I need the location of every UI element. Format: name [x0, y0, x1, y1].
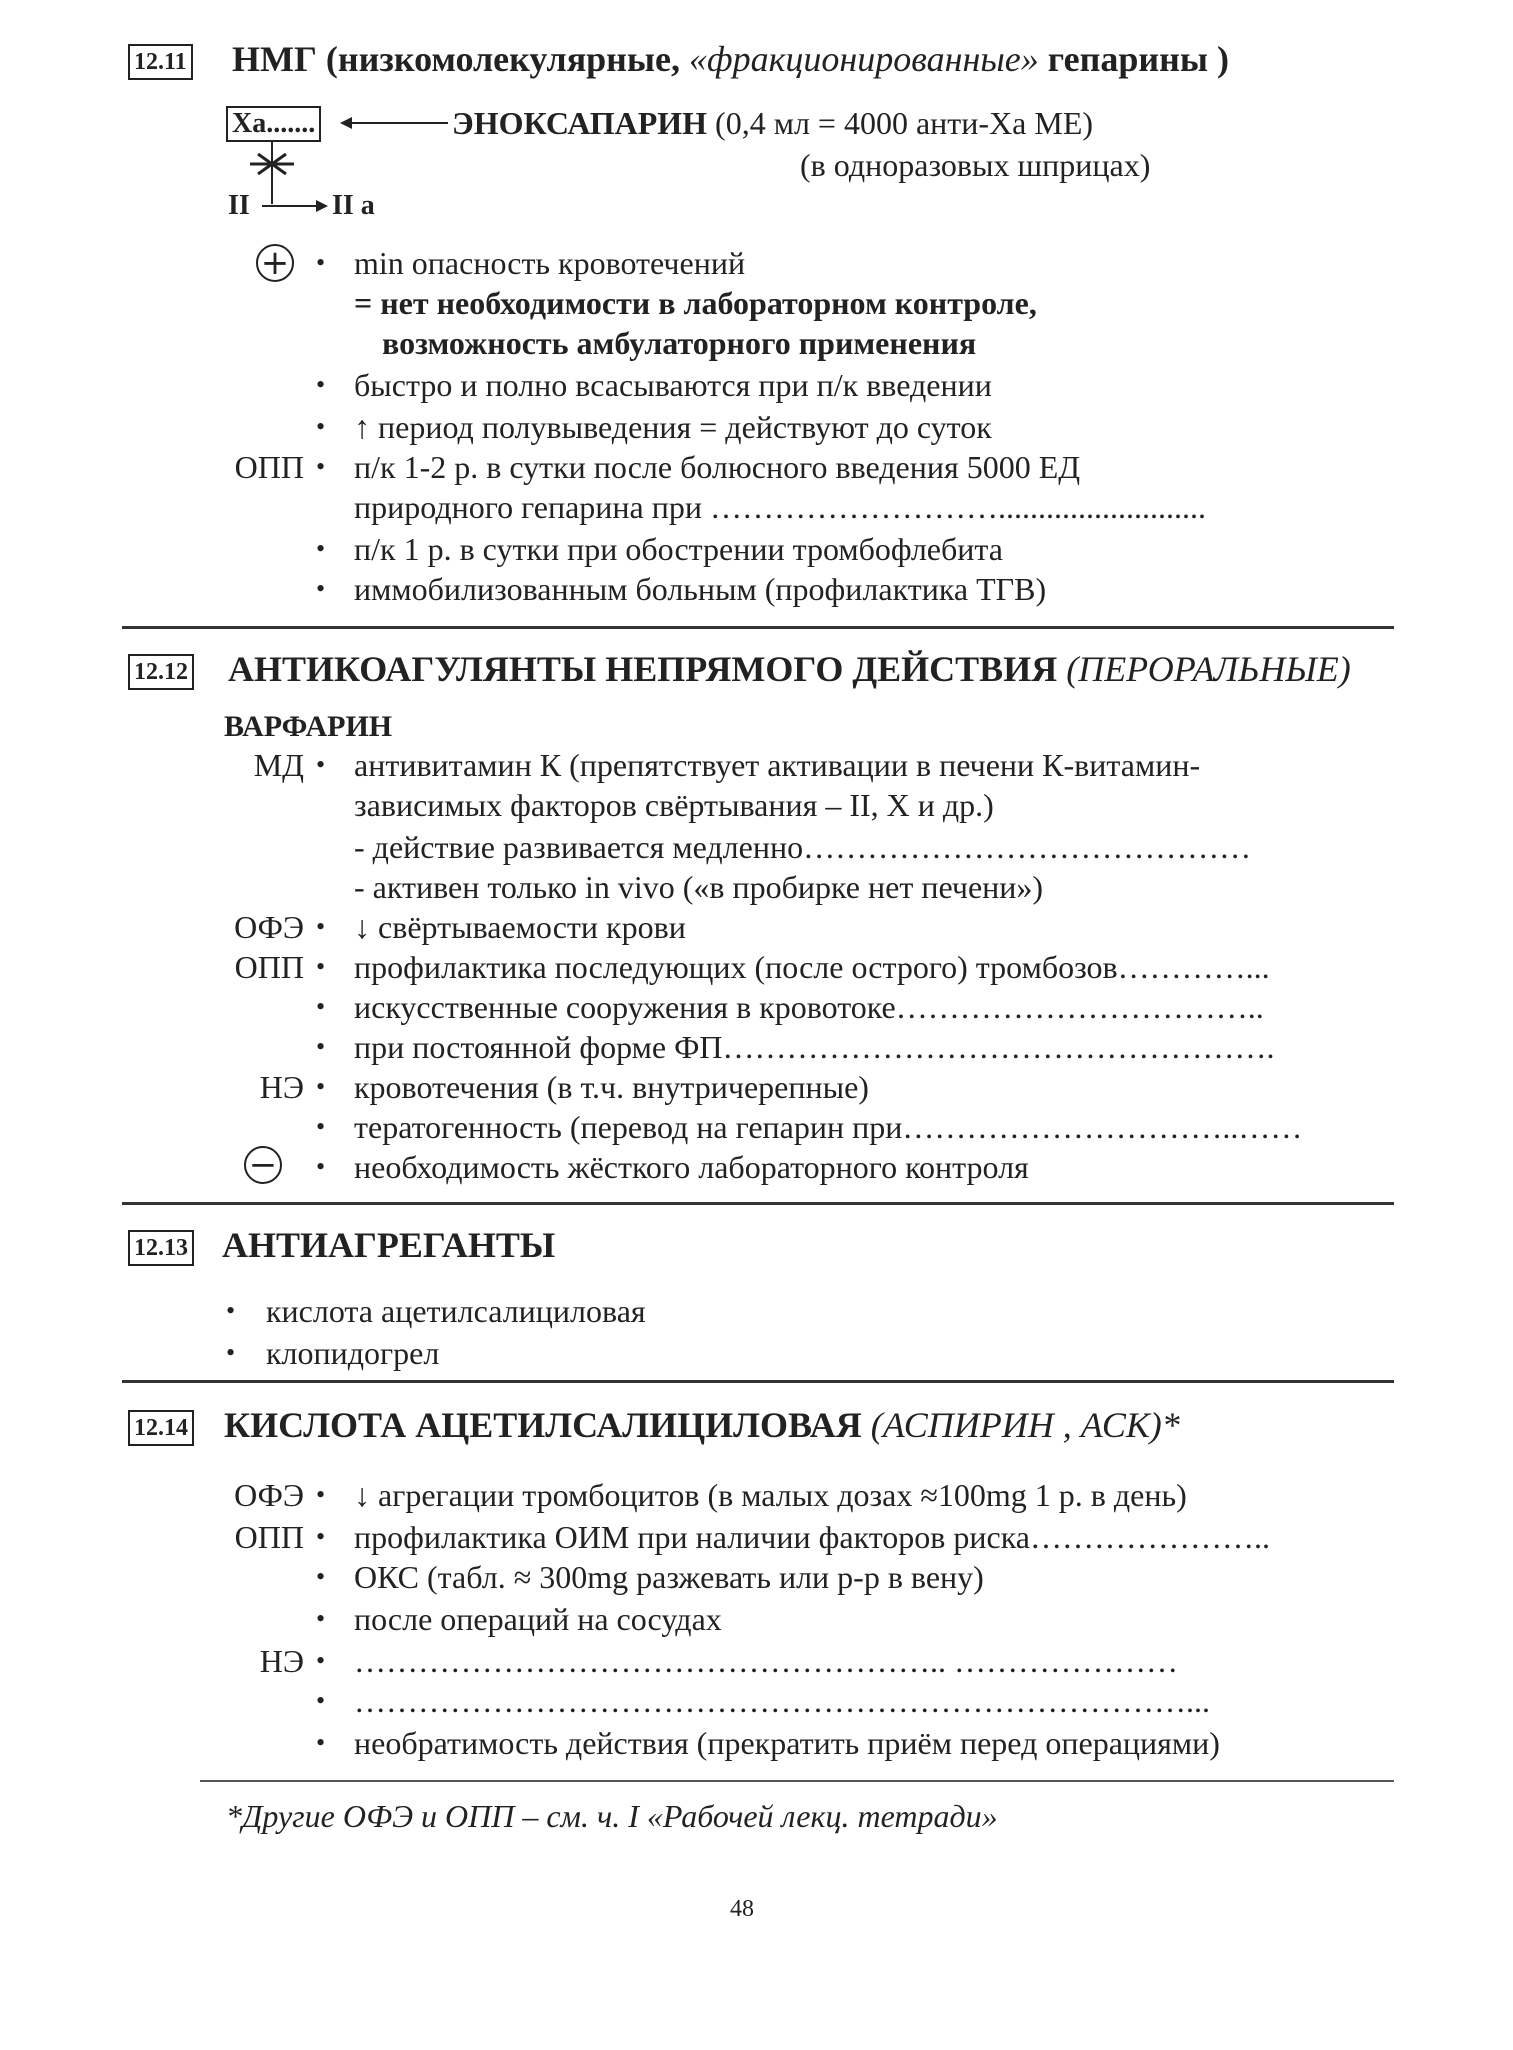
s4-line: ……………………………………………….. …………………: [354, 1643, 1178, 1679]
section-number: 12.12: [128, 654, 194, 690]
s2-line: искусственные сооружения в кровотоке……………………………..: [354, 989, 1264, 1025]
bullet: •: [316, 1562, 326, 1591]
bullet: •: [316, 1522, 326, 1551]
s2-line: необходимость жёсткого лабораторного контроля: [354, 1149, 1029, 1185]
s4-line: необратимость действия (прекратить приём перед операциями): [354, 1725, 1220, 1761]
bullet: •: [316, 952, 326, 981]
bullet: •: [316, 452, 326, 481]
label-md: МД: [253, 747, 304, 783]
bullet: •: [316, 534, 326, 563]
bullet: •: [316, 1480, 326, 1509]
footnote-divider: [200, 1780, 1394, 1782]
bullet: •: [316, 370, 326, 399]
divider: [122, 1202, 1394, 1205]
s1-line: = нет необходимости в лабораторном контроле,: [354, 285, 1037, 321]
section-title: АНТИАГРЕГАНТЫ: [222, 1225, 556, 1265]
s2-line: тератогенность (перевод на гепарин при…………………………..……: [354, 1109, 1303, 1145]
section-number: 12.11: [128, 44, 193, 80]
s1-line: min опасность кровотечений: [354, 245, 746, 281]
bullet: •: [316, 1604, 326, 1633]
s3-item: кислота ацетилсалициловая: [266, 1293, 646, 1329]
s4-line: ……………………………………………………………………...: [354, 1683, 1210, 1719]
s3-item: клопидогрел: [266, 1335, 440, 1371]
s4-line: профилактика ОИМ при наличии факторов риска…………………..: [354, 1519, 1270, 1555]
section-title: [228, 648, 1351, 690]
s2-line: - действие развивается медленно……………………………………: [354, 829, 1252, 865]
plus-circle-icon: +: [256, 244, 294, 282]
title-part: КИСЛОТА АЦЕТИЛСАЛИЦИЛОВАЯ: [224, 1405, 871, 1445]
arrow-left-icon: [340, 110, 450, 136]
label-ofe: ОФЭ: [234, 1477, 304, 1513]
footnote: *Другие ОФЭ и ОПП – см. ч. I «Рабочей лекц. тетради»: [226, 1798, 998, 1834]
s2-line: ↓ свёртываемости крови: [354, 909, 686, 945]
s1-line: возможность амбулаторного применения: [382, 325, 977, 361]
s1-line: ↑ период полувыведения = действуют до суток: [354, 409, 992, 445]
title-part: НМГ (низкомолекулярные,: [232, 39, 690, 79]
s1-line: иммобилизованным больным (профилактика ТГВ): [354, 571, 1047, 607]
bullet: •: [316, 1112, 326, 1141]
enoxaparin-line: [452, 104, 1093, 142]
bullet: •: [226, 1296, 236, 1325]
section-title: [224, 1404, 1180, 1446]
bullet: •: [316, 992, 326, 1021]
label-opp: ОПП: [234, 949, 304, 985]
title-italic: (АСПИРИН , АСК)*: [870, 1405, 1180, 1445]
bullet: •: [316, 1728, 326, 1757]
label-ne: НЭ: [259, 1069, 304, 1105]
bullet: •: [316, 574, 326, 603]
xa-box: Ха.......: [226, 106, 321, 142]
section-title: [232, 38, 1229, 80]
label-opp: ОПП: [234, 449, 304, 485]
label-ofe: ОФЭ: [234, 909, 304, 945]
label-opp: ОПП: [234, 1519, 304, 1555]
s2-line: антивитамин К (препятствует активации в печени К-витамин-: [354, 747, 1201, 783]
s4-line: после операций на сосудах: [354, 1601, 722, 1637]
s2-line: кровотечения (в т.ч. внутричерепные): [354, 1069, 869, 1105]
bullet: •: [316, 248, 326, 277]
s4-line: ↓ агрегации тромбоцитов (в малых дозах ≈100mg 1 р. в день): [354, 1477, 1187, 1513]
enoxaparin-label: ЭНОКСАПАРИН: [452, 105, 708, 141]
bullet: •: [316, 1072, 326, 1101]
divider: [122, 1380, 1394, 1383]
s2-line: - активен только in vivo («в пробирке нет печени»): [354, 869, 1044, 905]
factor-ii: II: [228, 190, 250, 221]
bullet: •: [316, 1646, 326, 1675]
title-part: АНТИКОАГУЛЯНТЫ НЕПРЯМОГО ДЕЙСТВИЯ: [228, 649, 1067, 689]
syringe-note: (в одноразовых шприцах): [800, 147, 1151, 183]
bullet: •: [316, 412, 326, 441]
s1-line: п/к 1 р. в сутки при обострении тромбофлебита: [354, 531, 1003, 567]
title-part: гепарины ): [1038, 39, 1229, 79]
drug-name: ВАРФАРИН: [224, 710, 393, 743]
enoxaparin-dose: (0,4 мл = 4000 анти-Ха МЕ): [707, 105, 1094, 141]
title-italic: (ПЕРОРАЛЬНЫЕ): [1066, 649, 1351, 689]
divider: [122, 626, 1394, 629]
bullet: •: [316, 1152, 326, 1181]
minus-circle-icon: −: [244, 1146, 282, 1184]
bullet: •: [316, 1686, 326, 1715]
arrow-right-icon: [262, 196, 332, 216]
bullet: •: [226, 1338, 236, 1367]
bullet: •: [316, 912, 326, 941]
label-ne: НЭ: [259, 1643, 304, 1679]
section-number: 12.13: [128, 1230, 194, 1266]
section-number: 12.14: [128, 1410, 194, 1446]
factor-iia: II a: [332, 190, 375, 221]
s1-line: п/к 1-2 р. в сутки после болюсного введения 5000 ЕД: [354, 449, 1081, 485]
s2-line: при постоянной форме ФП…………………………………………….: [354, 1029, 1275, 1065]
s1-line: природного гепарина при ………………………..........................: [354, 489, 1206, 525]
page-number: 48: [730, 1896, 754, 1922]
s2-line: профилактика последующих (после острого) тромбозов…………...: [354, 949, 1270, 985]
s4-line: ОКС (табл. ≈ 300mg разжевать или р-р в вену): [354, 1559, 984, 1595]
bullet: •: [316, 1032, 326, 1061]
bullet: •: [316, 750, 326, 779]
s2-line: зависимых факторов свёртывания – II, X и др.): [354, 787, 994, 823]
title-italic: «фракционированные»: [689, 39, 1039, 79]
s1-line: быстро и полно всасываются при п/к введении: [354, 367, 992, 403]
